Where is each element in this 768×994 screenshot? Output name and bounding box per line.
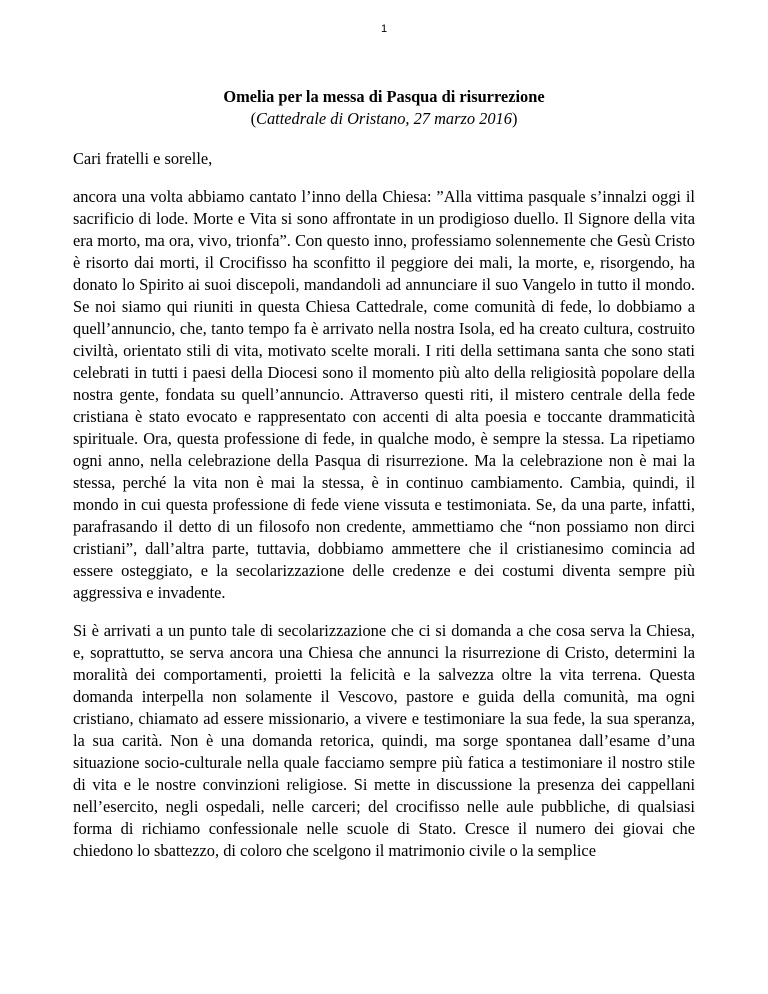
document-subtitle [73, 108, 695, 130]
page-number: 1 [380, 23, 388, 35]
paragraph-2: Si è arrivati a un punto tale di secolarizzazione che ci si domanda a che cosa serva la Chiesa, e, soprattutto, se serva ancora una Chiesa che annunci la risurrezione di Cristo, determini la moralità dei comportamenti, proietti la felicità e la salvezza oltre la vita terrena. Questa domanda interpella non solamente il Vescovo, pastore e guida della comunità, ma ogni cristiano, chiamato ad essere missionario, a vivere e testimoniare la sua fede, la sua speranza, la sua carità. Non è una domanda retorica, quindi, ma sorge spontanea dall’esame d’una situazione socio-culturale nella quale facciamo sempre più fatica a testimoniare il nostro stile di vita e le nostre convinzioni religiose. Si mette in discussione la presenza dei cappellani nell’esercito, negli ospedali, nelle carceri; del crocifisso nelle aule pubbliche, di qualsiasi forma di richiamo confessionale nelle scuole di Stato. Cresce il numero dei giovai che chiedono lo sbattezzo, di coloro che scelgono il matrimonio civile o la semplice [73, 621, 695, 860]
document-body [73, 86, 695, 862]
subtitle-close-paren: ) [511, 109, 518, 128]
paragraph-1: ancora una volta abbiamo cantato l’inno della Chiesa: ”Alla vittima pasquale s’innalzi oggi il sacrificio di lode. Morte e Vita si sono affrontate in un prodigioso duello. Il Signore della vita era morto, ma ora, vivo, trionfa”. Con questo inno, professiamo solennemente che Gesù Cristo è risorto dai morti, il Crocifisso ha sconfitto il peggiore dei mali, la morte, e, risorgendo, ha donato lo Spirito ai suoi discepoli, mandandoli ad annunciare il suo Vangelo in tutto il mondo. Se noi siamo qui riuniti in questa Chiesa Cattedrale, come comunità di fede, lo dobbiamo a quell’annuncio, che, tanto tempo fa è arrivato nella nostra Isola, ed ha creato cultura, costruito civiltà, orientato stili di vita, motivato scelte morali. I riti della settimana santa che sono stati celebrati in tutti i paesi della Diocesi sono il momento più alto della religiosità popolare della nostra gente, fondata su quell’annuncio. Attraverso questi riti, il mistero centrale della fede cristiana è stato evocato e rappresentato con accenti di alta poesia e toccante drammaticità spirituale. Ora, questa professione di fede, in qualche modo, è sempre la stessa. La ripetiamo ogni anno, nella celebrazione della Pasqua di risurrezione. Ma la celebrazione non è mai la stessa, perché la vita non è mai la stessa, è in continuo cambiamento. Cambia, quindi, il mondo in cui questa professione di fede viene vissuta e testimoniata. Se, da una parte, infatti, parafrasando il detto di un filosofo non credente, ammettiamo che “non possiamo non dirci cristiani”, dall’altra parte, tuttavia, dobbiamo ammettere che il cristianesimo comincia ad essere osteggiato, e la secolarizzazione delle credenze e dei costumi diventa sempre più aggressiva e invadente. [73, 187, 695, 602]
document-title: Omelia per la messa di Pasqua di risurrezione [223, 87, 545, 106]
subtitle-open-paren: ( [250, 109, 257, 128]
salutation: Cari fratelli e sorelle, [73, 149, 213, 168]
subtitle-place-date: Cattedrale di Oristano, 27 marzo 2016 [256, 109, 512, 128]
